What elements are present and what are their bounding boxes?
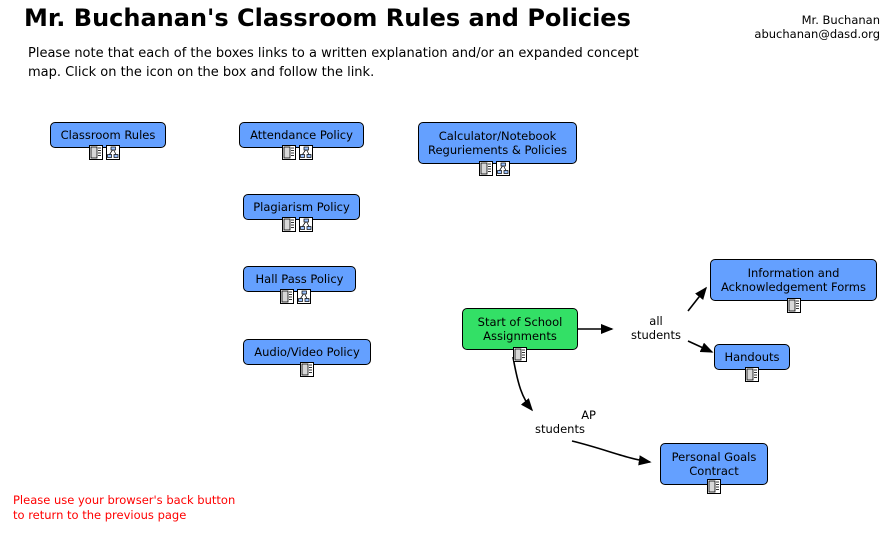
icons-handouts <box>745 367 759 382</box>
icons-plagiarism-policy <box>282 217 313 232</box>
node-label: Hall Pass Policy <box>255 272 344 286</box>
author-email: abuchanan@dasd.org <box>754 27 880 41</box>
arrow-to-personal-goals <box>572 441 650 462</box>
edge-label-all-students <box>620 314 692 342</box>
node-calculator-notebook-policies[interactable] <box>418 122 577 164</box>
node-label: Audio/Video Policy <box>254 345 360 359</box>
concept-map-icon[interactable] <box>106 145 120 160</box>
node-label: Start of School Assignments <box>477 315 563 343</box>
edge-label-line2: students <box>631 328 681 342</box>
icons-calculator-notebook-policies <box>479 161 510 176</box>
node-label: Handouts <box>724 350 780 364</box>
arrow-to-ap-students <box>513 357 532 410</box>
node-label: Classroom Rules <box>60 128 156 142</box>
icons-information-acknowledgement-forms <box>787 298 801 313</box>
note-icon[interactable] <box>89 145 103 160</box>
node-label: Personal Goals Contract <box>671 450 757 478</box>
edge-label-line1: all <box>649 314 663 328</box>
edge-label-ap-students <box>524 408 596 436</box>
arrow-to-handouts <box>688 341 712 352</box>
node-label: Information and Acknowledgement Forms <box>720 266 866 294</box>
back-button-note-line1: Please use your browser's back button <box>13 493 236 507</box>
edge-label-line2: students <box>535 422 585 436</box>
node-label: Plagiarism Policy <box>253 200 350 214</box>
note-icon[interactable] <box>707 479 721 494</box>
icons-hall-pass-policy <box>280 289 311 304</box>
edge-label-line1: AP <box>581 408 596 422</box>
icons-audio-video-policy <box>300 362 314 377</box>
page-title: Mr. Buchanan's Classroom Rules and Policies <box>24 4 631 32</box>
node-start-of-school-assignments[interactable] <box>462 308 578 350</box>
concept-map-icon[interactable] <box>297 289 311 304</box>
icons-personal-goals-contract <box>707 479 721 494</box>
author-block <box>754 13 880 41</box>
back-button-note-line2: to return to the previous page <box>13 508 187 522</box>
back-button-note <box>13 493 235 523</box>
intro-text: Please note that each of the boxes links to a written explanation and/or an expanded concept map. Click on the icon on the box and follow the link. <box>28 46 639 80</box>
author-name: Mr. Buchanan <box>801 13 880 27</box>
icons-classroom-rules <box>89 145 120 160</box>
note-icon[interactable] <box>745 367 759 382</box>
note-icon[interactable] <box>787 298 801 313</box>
node-label: Attendance Policy <box>250 128 353 142</box>
note-icon[interactable] <box>282 145 296 160</box>
node-label: Calculator/Notebook Reguriements & Policies <box>427 129 568 157</box>
node-information-acknowledgement-forms[interactable] <box>710 259 877 301</box>
concept-map-icon[interactable] <box>299 217 313 232</box>
icons-start-of-school-assignments <box>513 347 527 362</box>
concept-map-icon[interactable] <box>299 145 313 160</box>
note-icon[interactable] <box>300 362 314 377</box>
arrow-to-information-forms <box>688 288 706 311</box>
note-icon[interactable] <box>513 347 527 362</box>
concept-map-icon[interactable] <box>496 161 510 176</box>
note-icon[interactable] <box>479 161 493 176</box>
note-icon[interactable] <box>280 289 294 304</box>
note-icon[interactable] <box>282 217 296 232</box>
icons-attendance-policy <box>282 145 313 160</box>
